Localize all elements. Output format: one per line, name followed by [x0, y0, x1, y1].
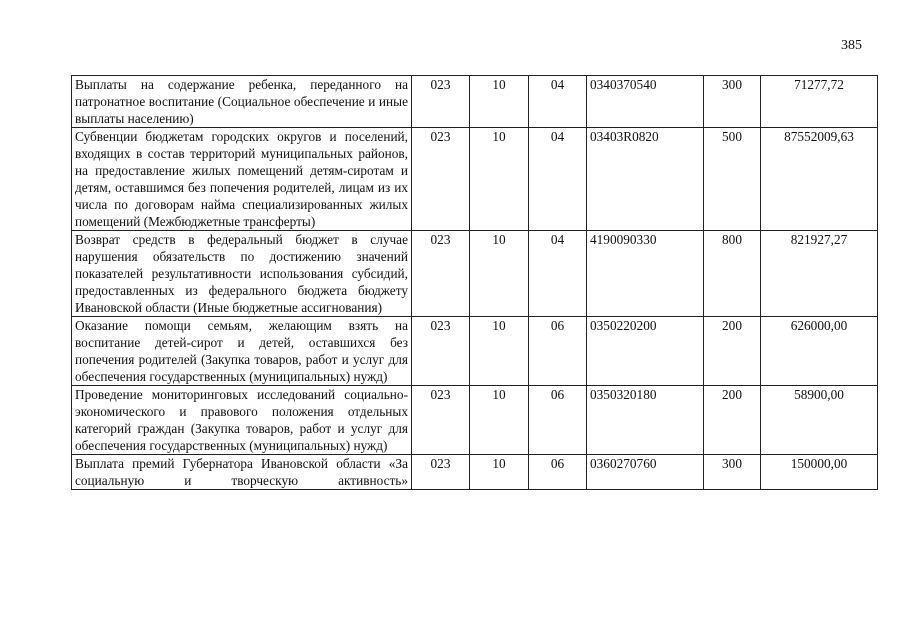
row-target-article: 4190090330 — [587, 231, 704, 317]
row-description: Выплаты на содержание ребенка, переданного на патронатное воспитание (Социальное обеспечение и иные выплаты населению) — [72, 76, 412, 128]
row-expense-type: 300 — [704, 76, 761, 128]
row-expense-type: 500 — [704, 128, 761, 231]
row-grbs-code: 023 — [412, 455, 470, 490]
row-description: Возврат средств в федеральный бюджет в случае нарушения обязательств по достижению значений показателей результативности использования субсидий, предоставленных из федерального бюджета бюджету Ивановской области (Иные бюджетные ассигнования) — [72, 231, 412, 317]
row-section-code: 10 — [470, 455, 529, 490]
row-grbs-code: 023 — [412, 76, 470, 128]
row-amount: 150000,00 — [761, 455, 878, 490]
row-expense-type: 300 — [704, 455, 761, 490]
row-expense-type: 200 — [704, 386, 761, 455]
row-target-article: 03403R0820 — [587, 128, 704, 231]
table-row — [72, 386, 878, 455]
row-section-code: 10 — [470, 76, 529, 128]
row-target-article: 0360270760 — [587, 455, 704, 490]
row-grbs-code: 023 — [412, 317, 470, 386]
row-subsection-code: 06 — [529, 386, 587, 455]
row-grbs-code: 023 — [412, 386, 470, 455]
row-section-code: 10 — [470, 386, 529, 455]
table-row — [72, 317, 878, 386]
row-description: Субвенции бюджетам городских округов и поселений, входящих в состав территорий муниципальных районов, на предоставление жилых помещений детям-сиротам и детям, оставшимся без попечения родителей, лицам из их числа по договорам найма специализированных жилых помещений (Межбюджетные трансферты) — [72, 128, 412, 231]
row-amount: 87552009,63 — [761, 128, 878, 231]
table-row — [72, 76, 878, 128]
budget-table — [71, 75, 878, 490]
row-description: Выплата премий Губернатора Ивановской области «За социальную и творческую активность» — [72, 455, 412, 490]
row-section-code: 10 — [470, 231, 529, 317]
row-amount: 71277,72 — [761, 76, 878, 128]
row-subsection-code: 04 — [529, 231, 587, 317]
table-row — [72, 231, 878, 317]
row-expense-type: 200 — [704, 317, 761, 386]
row-subsection-code: 04 — [529, 76, 587, 128]
row-target-article: 0350320180 — [587, 386, 704, 455]
row-target-article: 0340370540 — [587, 76, 704, 128]
row-amount: 58900,00 — [761, 386, 878, 455]
row-amount: 821927,27 — [761, 231, 878, 317]
row-target-article: 0350220200 — [587, 317, 704, 386]
table-row — [72, 128, 878, 231]
row-subsection-code: 06 — [529, 455, 587, 490]
row-amount: 626000,00 — [761, 317, 878, 386]
row-subsection-code: 06 — [529, 317, 587, 386]
row-description: Оказание помощи семьям, желающим взять на воспитание детей-сирот и детей, оставшихся без попечения родителей (Закупка товаров, работ и услуг для обеспечения государственных (муниципальных) нужд) — [72, 317, 412, 386]
table-row — [72, 455, 878, 490]
page-number: 385 — [841, 38, 862, 53]
row-section-code: 10 — [470, 128, 529, 231]
row-section-code: 10 — [470, 317, 529, 386]
row-description: Проведение мониторинговых исследований социально-экономического и правового положения отдельных категорий граждан (Закупка товаров, работ и услуг для обеспечения государственных (муниципальных) нужд) — [72, 386, 412, 455]
row-expense-type: 800 — [704, 231, 761, 317]
row-grbs-code: 023 — [412, 231, 470, 317]
row-subsection-code: 04 — [529, 128, 587, 231]
row-grbs-code: 023 — [412, 128, 470, 231]
